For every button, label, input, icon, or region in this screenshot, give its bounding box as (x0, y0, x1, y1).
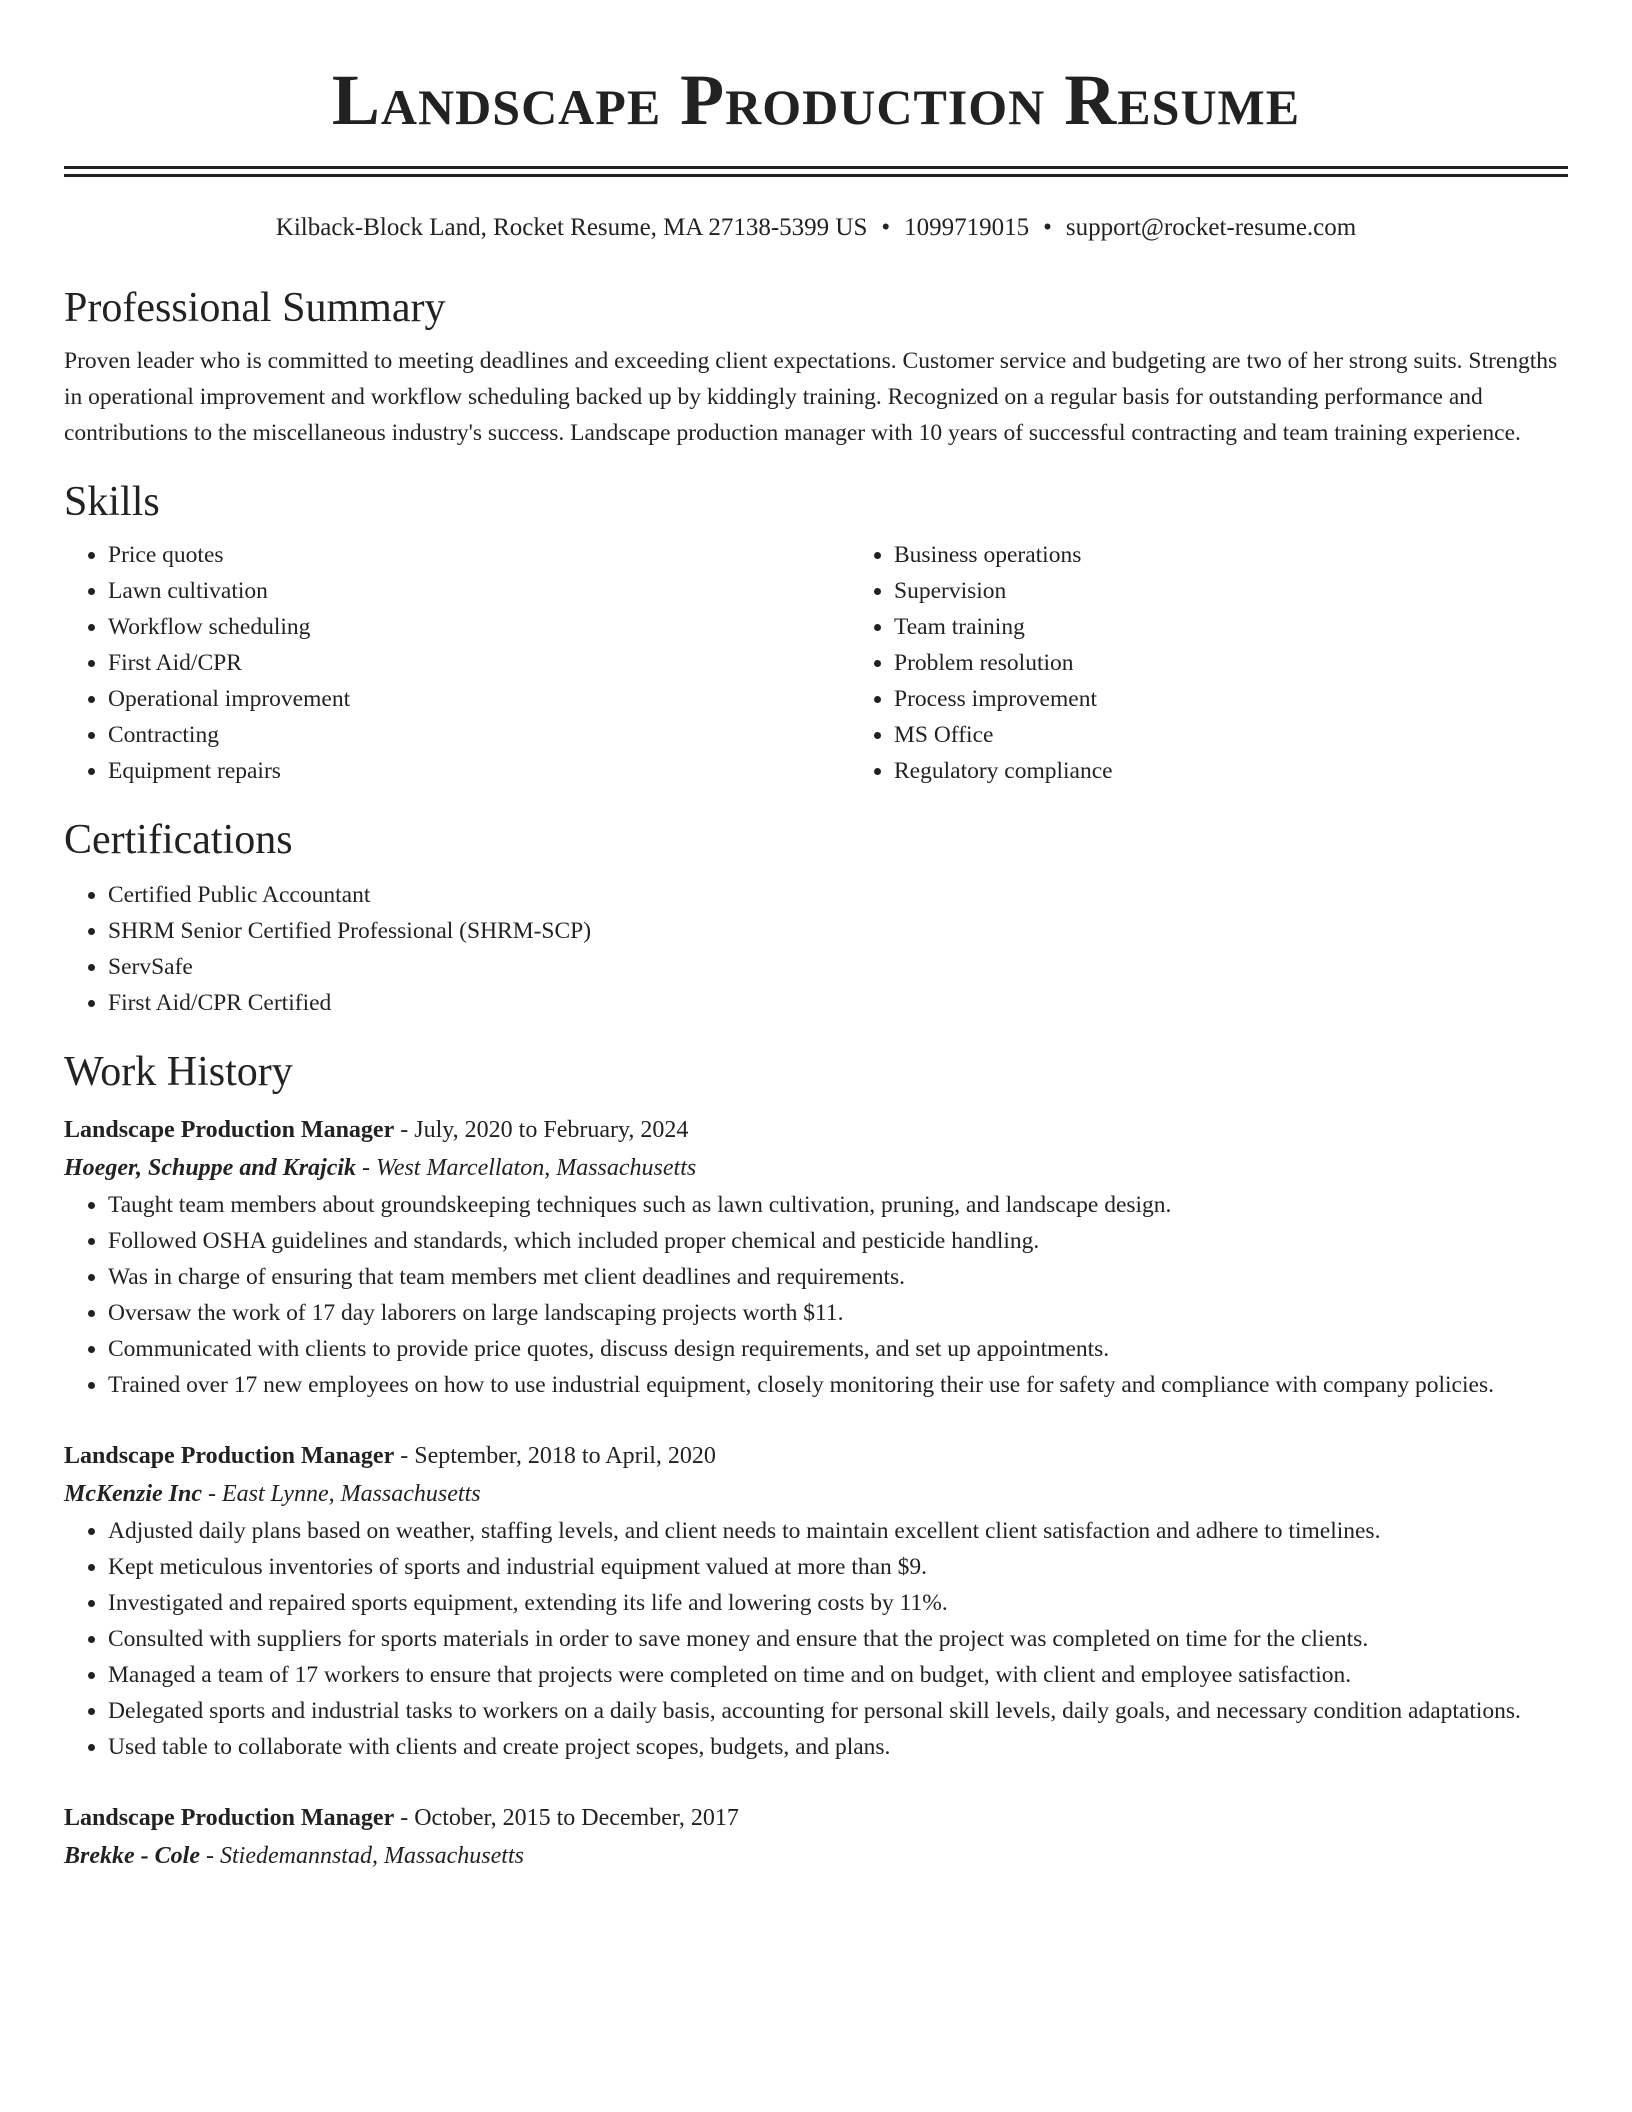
job-duty: • Oversaw the work of 17 day laborers on large landscaping projects worth $11. (108, 1295, 1568, 1331)
skill-item: • Business operations (894, 537, 1632, 573)
skills-list (64, 537, 1568, 789)
job-entry (64, 1799, 1568, 1875)
job-title-line (64, 1437, 1568, 1475)
resume-title: Landscape Production Resume (331, 60, 1301, 140)
skill-item: • Workflow scheduling (108, 609, 850, 645)
job-dates: - October, 2015 to December, 2017 (394, 1805, 739, 1831)
skill-item: • First Aid/CPR (108, 645, 850, 681)
summary-text: Proven leader who is committed to meeting deadlines and exceeding client expectations. Customer service and budgeting are two of her strong suits. Strengths in operational improvement and workflow scheduling backed up by kiddingly training. Recognized on a regular basis for outstanding performance and contributions to the miscellaneous industry's success. Landscape production manager with 10 years of successful contracting and team training experience. (64, 348, 1558, 446)
job-duty: • Followed OSHA guidelines and standards, which included proper chemical and pesticide handling. (108, 1223, 1568, 1259)
job-duty: • Taught team members about groundskeeping techniques such as lawn cultivation, pruning, and landscape design. (108, 1187, 1568, 1223)
job-duty: • Used table to collaborate with clients and create project scopes, budgets, and plans. (108, 1729, 1568, 1765)
job-company: Brekke - Cole (64, 1843, 200, 1869)
job-entry (64, 1111, 1568, 1403)
contact-address: Kilback-Block Land, Rocket Resume, MA 27138-5399 US (275, 214, 868, 241)
skills-column-left (64, 537, 850, 789)
job-dates: - July, 2020 to February, 2024 (394, 1117, 689, 1143)
skill-item: • Lawn cultivation (108, 573, 850, 609)
job-company-line (64, 1475, 1568, 1513)
job-duty: • Delegated sports and industrial tasks to workers on a daily basis, accounting for personal skill levels, daily goals, and necessary condition adaptations. (108, 1693, 1568, 1729)
contact-email: support@rocket-resume.com (1065, 214, 1357, 241)
certifications-list (64, 877, 1568, 1021)
job-title: Landscape Production Manager (64, 1117, 395, 1143)
skills-heading: Skills (64, 479, 160, 525)
skill-item: • Supervision (894, 573, 1632, 609)
skill-item: • Equipment repairs (108, 753, 850, 789)
certification-item: • SHRM Senior Certified Professional (SHRM-SCP) (108, 913, 1568, 949)
skill-item: • Problem resolution (894, 645, 1632, 681)
skills-column-right (850, 537, 1632, 789)
job-duty: • Managed a team of 17 workers to ensure that projects were completed on time and on budget, with client and employee satisfaction. (108, 1657, 1568, 1693)
job-title: Landscape Production Manager (64, 1805, 395, 1831)
job-company: McKenzie Inc (64, 1481, 202, 1507)
job-title-line (64, 1111, 1568, 1149)
job-dates: - September, 2018 to April, 2020 (394, 1443, 716, 1469)
job-duty: • Adjusted daily plans based on weather, staffing levels, and client needs to maintain excellent client satisfaction and adhere to timelines. (108, 1513, 1568, 1549)
summary-heading: Professional Summary (64, 285, 446, 331)
skill-item: • Team training (894, 609, 1632, 645)
contact-separator: • (881, 214, 891, 241)
skill-item: • Operational improvement (108, 681, 850, 717)
work-history-heading: Work History (64, 1049, 293, 1095)
contact-phone: 1099719015 (904, 214, 1030, 241)
job-location: - West Marcellaton, Massachusetts (356, 1155, 697, 1181)
certifications-heading: Certifications (64, 817, 293, 863)
contact-line (64, 213, 1568, 243)
skill-item: • Process improvement (894, 681, 1632, 717)
job-duty: • Communicated with clients to provide price quotes, discuss design requirements, and set up appointments. (108, 1331, 1568, 1367)
job-location: - East Lynne, Massachusetts (202, 1481, 481, 1507)
job-duty: • Was in charge of ensuring that team members met client deadlines and requirements. (108, 1259, 1568, 1295)
skill-item: • Price quotes (108, 537, 850, 573)
job-duties (64, 1513, 1568, 1765)
contact-separator: • (1043, 214, 1052, 241)
job-title-line (64, 1799, 1568, 1837)
job-duty: • Consulted with suppliers for sports materials in order to save money and ensure that the project was completed on time for the clients. (108, 1621, 1568, 1657)
job-duties (64, 1187, 1568, 1403)
certification-item: • First Aid/CPR Certified (108, 985, 1568, 1021)
job-title: Landscape Production Manager (64, 1443, 395, 1469)
job-duty: • Investigated and repaired sports equipment, extending its life and lowering costs by 11%. (108, 1585, 1568, 1621)
job-company-line (64, 1837, 1568, 1875)
job-duty: • Trained over 17 new employees on how to use industrial equipment, closely monitoring their use for safety and compliance with company policies. (108, 1367, 1568, 1403)
skill-item: • MS Office (894, 717, 1632, 753)
job-company-line (64, 1149, 1568, 1187)
skill-item: • Contracting (108, 717, 850, 753)
job-location: - Stiedemannstad, Massachusetts (199, 1843, 524, 1869)
job-entry (64, 1437, 1568, 1765)
skill-item: • Regulatory compliance (894, 753, 1632, 789)
job-company: Hoeger, Schuppe and Krajcik (64, 1155, 357, 1181)
certification-item: • Certified Public Accountant (108, 877, 1568, 913)
job-duty: • Kept meticulous inventories of sports and industrial equipment valued at more than $9. (108, 1549, 1568, 1585)
title-divider (64, 166, 1568, 177)
certification-item: • ServSafe (108, 949, 1568, 985)
